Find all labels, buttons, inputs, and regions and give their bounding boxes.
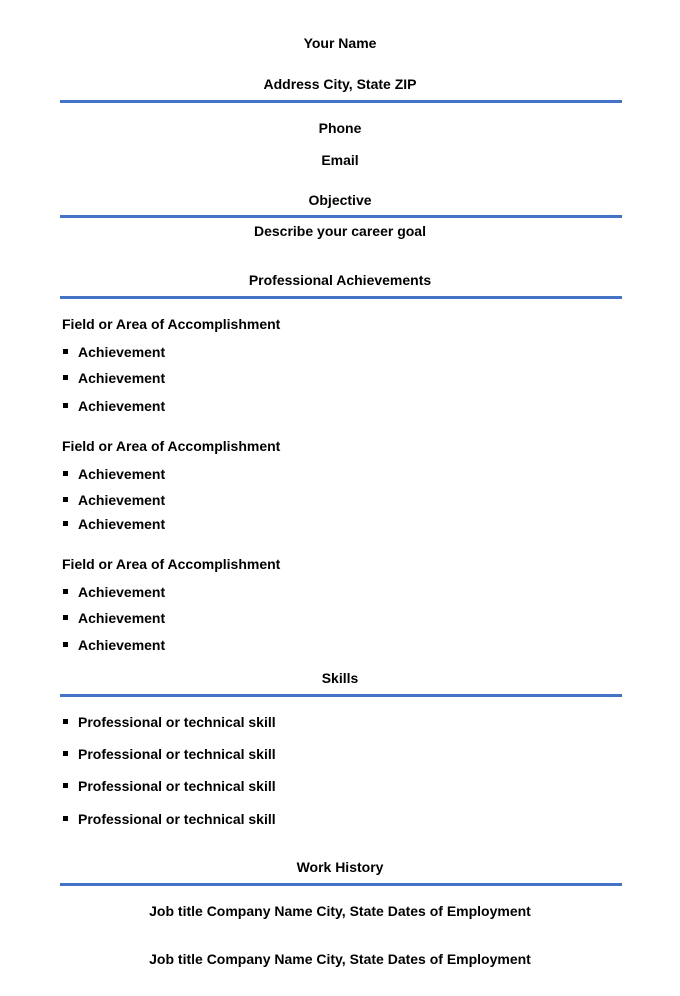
bullet-icon (63, 615, 68, 620)
achievement-item: Achievement (78, 466, 166, 482)
resume-phone: Phone (318, 120, 362, 136)
skills-heading: Skills (321, 670, 359, 686)
bullet-icon (63, 403, 68, 408)
section-divider (60, 296, 622, 299)
achievement-item: Achievement (78, 516, 166, 532)
bullet-icon (63, 497, 68, 502)
work-history-heading: Work History (296, 859, 384, 875)
achievement-field: Field or Area of Accomplishment (62, 316, 281, 332)
bullet-icon (63, 783, 68, 788)
bullet-icon (63, 349, 68, 354)
section-divider (60, 215, 622, 218)
achievement-item: Achievement (78, 584, 166, 600)
section-divider (60, 883, 622, 886)
achievement-item: Achievement (78, 398, 166, 414)
bullet-icon (63, 521, 68, 526)
skill-item: Professional or technical skill (78, 811, 276, 827)
objective-text: Describe your career goal (254, 223, 426, 239)
skill-item: Professional or technical skill (78, 778, 276, 794)
achievement-item: Achievement (78, 370, 166, 386)
skill-item: Professional or technical skill (78, 714, 276, 730)
bullet-icon (63, 816, 68, 821)
achievements-heading: Professional Achievements (248, 272, 432, 288)
bullet-icon (63, 719, 68, 724)
resume-email: Email (321, 152, 359, 168)
resume-address: Address City, State ZIP (263, 76, 417, 92)
achievement-field: Field or Area of Accomplishment (62, 556, 281, 572)
skill-item: Professional or technical skill (78, 746, 276, 762)
achievement-item: Achievement (78, 344, 166, 360)
achievement-item: Achievement (78, 492, 166, 508)
objective-heading: Objective (308, 192, 372, 208)
work-history-entry: Job title Company Name City, State Dates of Employment (149, 903, 531, 919)
achievement-item: Achievement (78, 610, 166, 626)
bullet-icon (63, 375, 68, 380)
section-divider (60, 694, 622, 697)
achievement-item: Achievement (78, 637, 166, 653)
resume-name: Your Name (303, 35, 377, 51)
section-divider (60, 100, 622, 103)
bullet-icon (63, 642, 68, 647)
achievement-field: Field or Area of Accomplishment (62, 438, 281, 454)
bullet-icon (63, 471, 68, 476)
work-history-entry: Job title Company Name City, State Dates of Employment (149, 951, 531, 967)
bullet-icon (63, 589, 68, 594)
bullet-icon (63, 751, 68, 756)
